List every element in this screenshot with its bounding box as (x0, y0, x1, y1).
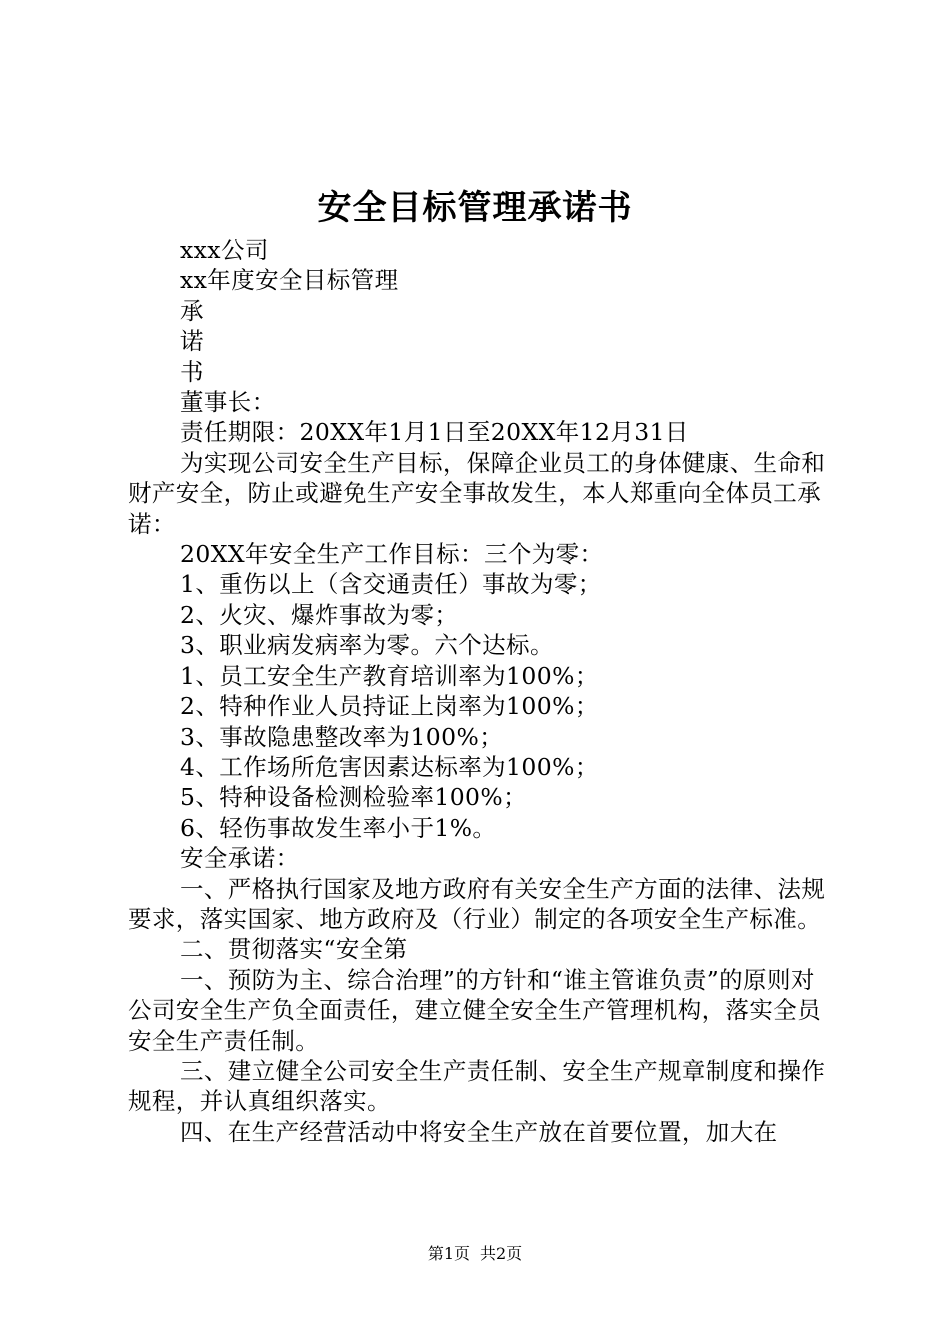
list-item: 5、特种设备检测检验率100%； (180, 783, 528, 812)
list-item: 2、火灾、爆炸事故为零； (180, 600, 459, 629)
intro-paragraph: 为实现公司安全生产目标，保障企业员工的身体健康、生命和财产安全，防止或避免生产安全事故发生，本人郑重向全体员工承诺： (128, 448, 826, 538)
commitment-paragraph: 三、建立健全公司安全生产责任制、安全生产规章制度和操作规程，并认真组织落实。 (128, 1056, 826, 1116)
heading-char-nuo: 诺 (180, 327, 204, 356)
document-body (128, 235, 834, 1147)
chairman-line: 董事长： (180, 388, 276, 417)
document-title: 安全目标管理承诺书 (317, 188, 633, 228)
heading-char-shu: 书 (180, 357, 204, 386)
list-item: 3、职业病发病率为零。六个达标。 (180, 631, 554, 660)
list-item: 3、事故隐患整改率为100%； (180, 722, 504, 751)
safety-commitment-heading: 安全承诺： (180, 844, 300, 873)
year-target-line: xx年度安全目标管理 (180, 266, 399, 295)
responsibility-period-line: 责任期限：20XX年1月1日至20XX年12月31日 (180, 418, 689, 447)
company-line: xxx公司 (180, 236, 269, 264)
page-total: 共2页 (480, 1244, 523, 1263)
commitment-paragraph: 四、在生产经营活动中将安全生产放在首要位置，加大在 (180, 1117, 778, 1146)
page-number: 第1页 (427, 1244, 470, 1263)
list-item: 6、轻伤事故发生率小于1%。 (180, 813, 497, 842)
heading-char-cheng: 承 (180, 296, 204, 325)
page-footer (0, 1243, 950, 1265)
goals-heading: 20XX年安全生产工作目标：三个为零： (180, 540, 604, 569)
list-item: 4、工作场所危害因素达标率为100%； (180, 752, 599, 781)
list-item: 2、特种作业人员持证上岗率为100%； (180, 692, 599, 721)
commitment-paragraph: 二、贯彻落实“安全第 (180, 935, 408, 964)
list-item: 1、员工安全生产教育培训率为100%； (180, 661, 599, 690)
commitment-paragraph: 一、严格执行国家及地方政府有关安全生产方面的法律、法规要求，落实国家、地方政府及（行业）制定的各项安全生产标准。 (128, 874, 826, 933)
commitment-paragraph: 一、预防为主、综合治理”的方针和“谁主管谁负责”的原则对公司安全生产负全面责任，建立健全安全生产管理机构，落实全员安全生产责任制。 (128, 965, 822, 1055)
list-item: 1、重伤以上（含交通责任）事故为零； (180, 570, 602, 599)
